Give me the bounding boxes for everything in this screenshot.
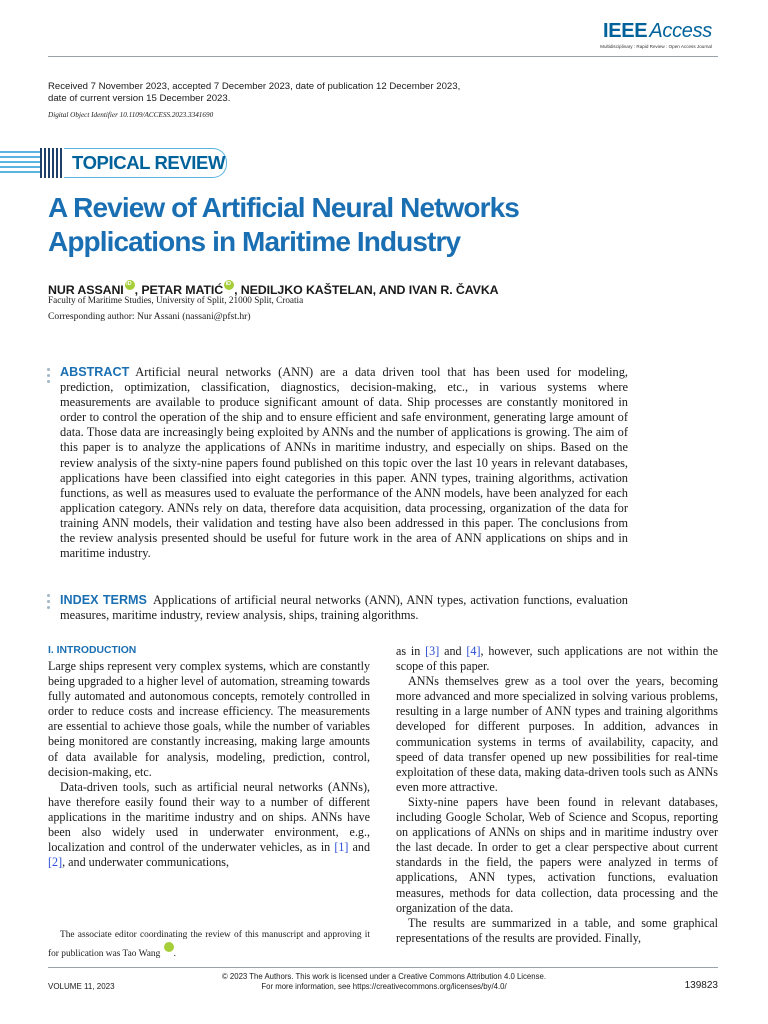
publication-dates xyxy=(48,81,568,105)
journal-tagline: Multidisciplinary : Rapid Review : Open Access Journal xyxy=(600,44,712,49)
index-terms-label: INDEX TERMS xyxy=(60,593,147,607)
abstract-text: Artificial neural networks (ANN) are a data driven tool that has been used for modeling, prediction, optimization, classification, diagnostics, decision-making, etc., in various systems where measurements are available to produce significant amount of data. Ship processes are constantly monitored in order to control the operation of the ship and to ensure efficient and safe environment, generating large amount of data. Those data are increasingly being exploited by ANNs and the number of applications is growing. The aim of this paper is to analyze the applications of ANNs in maritime industry, and especially on ships. Based on the review analysis of the sixty-nine papers found published on this topic over the last 10 years in relevant databases, applications have been classified into eight categories in this paper. ANN types, training algorithms, activation functions, as well as measures used to evaluate the performance of the ANN models, have been analyzed for each application category. ANNs rely on data, therefore data acquisition, data processing, organization of the data for training ANN models, their validation and testing have also been addressed in this paper. The conclusions from the review analysis presented should be useful for future work in the area of ANN applications on ships and in maritime industry. xyxy=(60,365,628,561)
paragraph-text: as in xyxy=(396,644,426,658)
right-column xyxy=(396,644,718,946)
author-1: NUR ASSANI xyxy=(48,283,124,297)
citation-link[interactable]: [3] xyxy=(425,644,440,658)
doi[interactable]: Digital Object Identifier 10.1109/ACCESS.2023.3341690 xyxy=(48,111,214,119)
paragraph xyxy=(48,780,370,871)
paragraph: Large ships represent very complex systems, which are constantly being upgraded to a higher level of automation, streaming towards fully automated and autonomous concepts, remotely controlled in order to reduce costs and increase efficiency. The measurements are essential to achieve those goals, while the number of variables being monitored are constantly increasing, making large amounts of data available for analysis, modeling, prediction, control, decision-making, etc. xyxy=(48,659,370,779)
paragraph: ANNs themselves grew as a tool over the years, becoming more advanced and more specialized in solving various problems, resulting in a large number of ANN types and training algorithms developed for different purposes. In addition, advances in communication systems in terms of availability, capacity, and speed of data transfer opened up new possibilities for real-time exploitation of these data, making data-driven tools such as ANNs even more attractive. xyxy=(396,674,718,794)
topical-review-banner xyxy=(0,148,230,178)
header-rule xyxy=(48,56,718,57)
journal-brand: IEEE xyxy=(602,20,648,42)
index-terms-text: Applications of artificial neural networks (ANN), ANN types, activation functions, evaluation measures, maritime industry, review analysis, ships, training algorithms. xyxy=(60,593,628,623)
dates-line-2: date of current version 15 December 2023. xyxy=(48,93,231,104)
citation-link[interactable]: [4] xyxy=(466,644,481,658)
orcid-icon[interactable] xyxy=(164,942,174,952)
citation-link[interactable]: [1] xyxy=(334,840,349,855)
index-terms xyxy=(60,593,628,623)
page-number: 139823 xyxy=(684,980,718,991)
paragraph-text: Data-driven tools, such as artificial neural networks (ANNs), have therefore easily found their way to a number of different applications in the maritime industry and on ships. ANNs have been also widely used in underwater environment, e.g., localization and control of the underwater vehicles, as in xyxy=(48,779,370,855)
dates-line-1: Received 7 November 2023, accepted 7 December 2023, date of publication 12 December 2023, xyxy=(48,81,461,92)
footnote-text: The associate editor coordinating the review of this manuscript and approving it for publication was Tao Wang xyxy=(48,930,370,959)
paragraph: The results are summarized in a table, and some graphical representations of the results are provided. Finally, xyxy=(396,915,718,945)
citation-link[interactable]: [2] xyxy=(48,855,63,870)
paper-title xyxy=(48,191,648,259)
paragraph: Sixty-nine papers have been found in relevant databases, including Google Scholar, Web of Science and Scopus, reporting on applications of ANNs on ships and in maritime industry over the last decade. In order to get a clear perspective about current standards in the field, the papers were analyzed in terms of applications, ANN types, activation functions, evaluation measures, methods for data collection, data processing and the organization of the data. xyxy=(396,794,718,915)
banner-label: TOPICAL REVIEW xyxy=(72,152,226,173)
index-terms-dots-icon xyxy=(47,594,50,612)
license-line-2[interactable]: For more information, see https://creativecommons.org/licenses/by/4.0/ xyxy=(261,981,507,991)
footer-rule xyxy=(48,967,718,968)
journal-logo xyxy=(600,20,712,49)
title-line-1: A Review of Artificial Neural Networks xyxy=(48,192,519,223)
journal-access: Access xyxy=(649,20,712,42)
author-3-4: , NEDILJKO KAŠTELAN, AND IVAN R. ČAVKA xyxy=(234,283,499,297)
corresponding-author: Corresponding author: Nur Assani (nassani@pfst.hr) xyxy=(48,311,251,322)
section-heading: I. INTRODUCTION xyxy=(48,645,137,656)
abstract-label: ABSTRACT xyxy=(60,365,130,379)
footnote xyxy=(48,929,370,961)
orcid-icon[interactable] xyxy=(125,280,135,290)
title-line-2: Applications in Maritime Industry xyxy=(48,226,461,257)
paragraph-text: and xyxy=(348,840,370,855)
left-column xyxy=(48,659,370,870)
author-2: , PETAR MATIĆ xyxy=(134,283,224,297)
paragraph-text: and xyxy=(439,644,467,658)
license-line-1: © 2023 The Authors. This work is licensed under a Creative Commons Attribution 4.0 License. xyxy=(222,972,546,981)
license-notice xyxy=(0,972,768,991)
paragraph-text: , and underwater communications, xyxy=(62,855,230,870)
volume-label: VOLUME 11, 2023 xyxy=(48,982,115,991)
banner-stripes xyxy=(0,148,40,178)
paragraph xyxy=(396,644,718,674)
abstract-dots-icon xyxy=(47,368,50,386)
paragraph-text: , however, such applications are not within the scope of this paper. xyxy=(396,644,718,674)
abstract xyxy=(60,365,628,561)
affiliation: Faculty of Maritime Studies, University of Split, 21000 Split, Croatia xyxy=(48,295,304,305)
banner-bars xyxy=(40,148,64,178)
orcid-icon[interactable] xyxy=(224,280,234,290)
